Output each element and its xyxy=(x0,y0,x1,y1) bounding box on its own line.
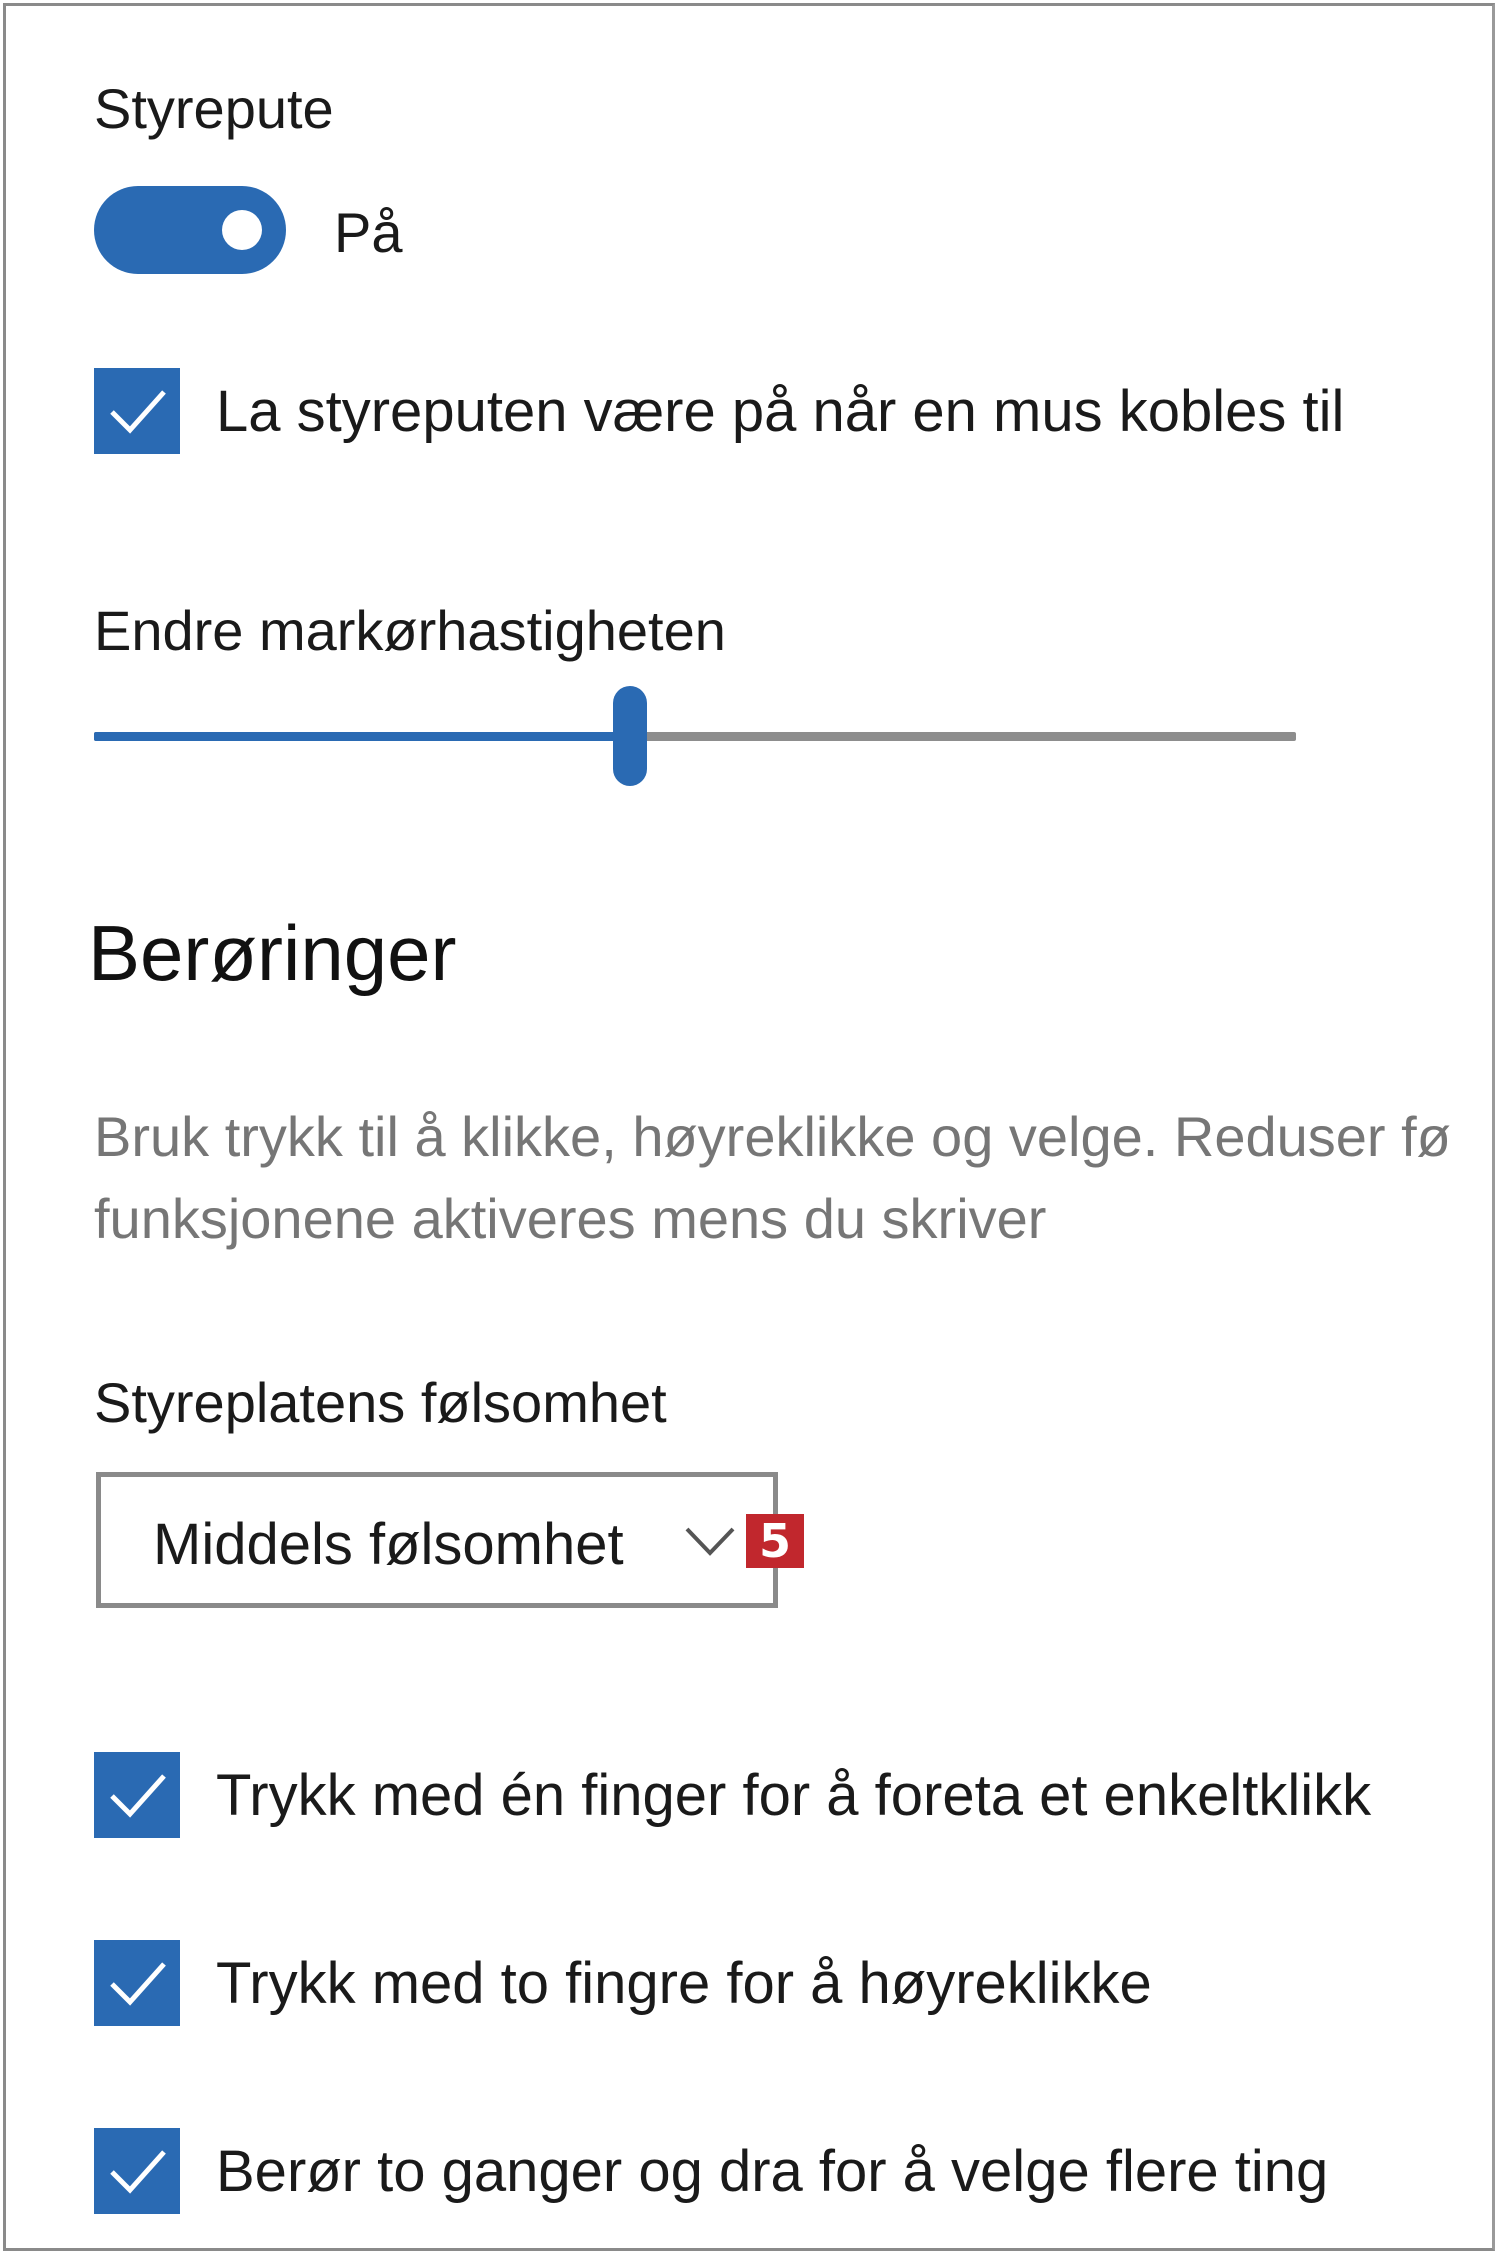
chevron-down-icon xyxy=(683,1521,737,1561)
single-finger-tap-label: Trykk med én finger for å foreta et enkeltklikk xyxy=(216,1763,1372,1828)
keep-on-with-mouse-label: La styreputen være på når en mus kobles til xyxy=(216,379,1345,444)
cursor-speed-slider[interactable] xyxy=(94,676,1296,796)
settings-panel xyxy=(3,3,1495,2251)
taps-description-line-2: funksjonene aktiveres mens du skriver xyxy=(94,1187,1047,1250)
callout-badge: 5 xyxy=(746,1514,804,1568)
keep-on-with-mouse-checkbox[interactable] xyxy=(94,368,180,454)
taps-description-line-1: Bruk trykk til å klikke, høyreklikke og velge. Reduser fø xyxy=(94,1105,1451,1168)
checkmark-icon xyxy=(94,368,180,454)
double-tap-drag-label: Berør to ganger og dra for å velge flere ting xyxy=(216,2139,1329,2204)
double-tap-drag-checkbox[interactable] xyxy=(94,2128,180,2214)
touchpad-title: Styrepute xyxy=(94,77,334,140)
checkmark-icon xyxy=(94,1752,180,1838)
two-finger-tap-checkbox[interactable] xyxy=(94,1940,180,2026)
cursor-speed-label: Endre markørhastigheten xyxy=(94,599,726,662)
taps-heading: Berøringer xyxy=(88,909,457,997)
checkmark-icon xyxy=(94,2128,180,2214)
sensitivity-dropdown[interactable] xyxy=(96,1472,778,1608)
two-finger-tap-label: Trykk med to fingre for å høyreklikke xyxy=(216,1951,1152,2016)
toggle-state-label: På xyxy=(334,201,403,264)
slider-fill xyxy=(94,732,630,741)
touchpad-toggle[interactable] xyxy=(94,186,286,274)
slider-thumb[interactable] xyxy=(613,686,647,786)
sensitivity-label: Styreplatens følsomhet xyxy=(94,1371,667,1434)
sensitivity-value: Middels følsomhet xyxy=(153,1512,624,1577)
checkmark-icon xyxy=(94,1940,180,2026)
single-finger-tap-checkbox[interactable] xyxy=(94,1752,180,1838)
toggle-knob xyxy=(222,210,262,250)
